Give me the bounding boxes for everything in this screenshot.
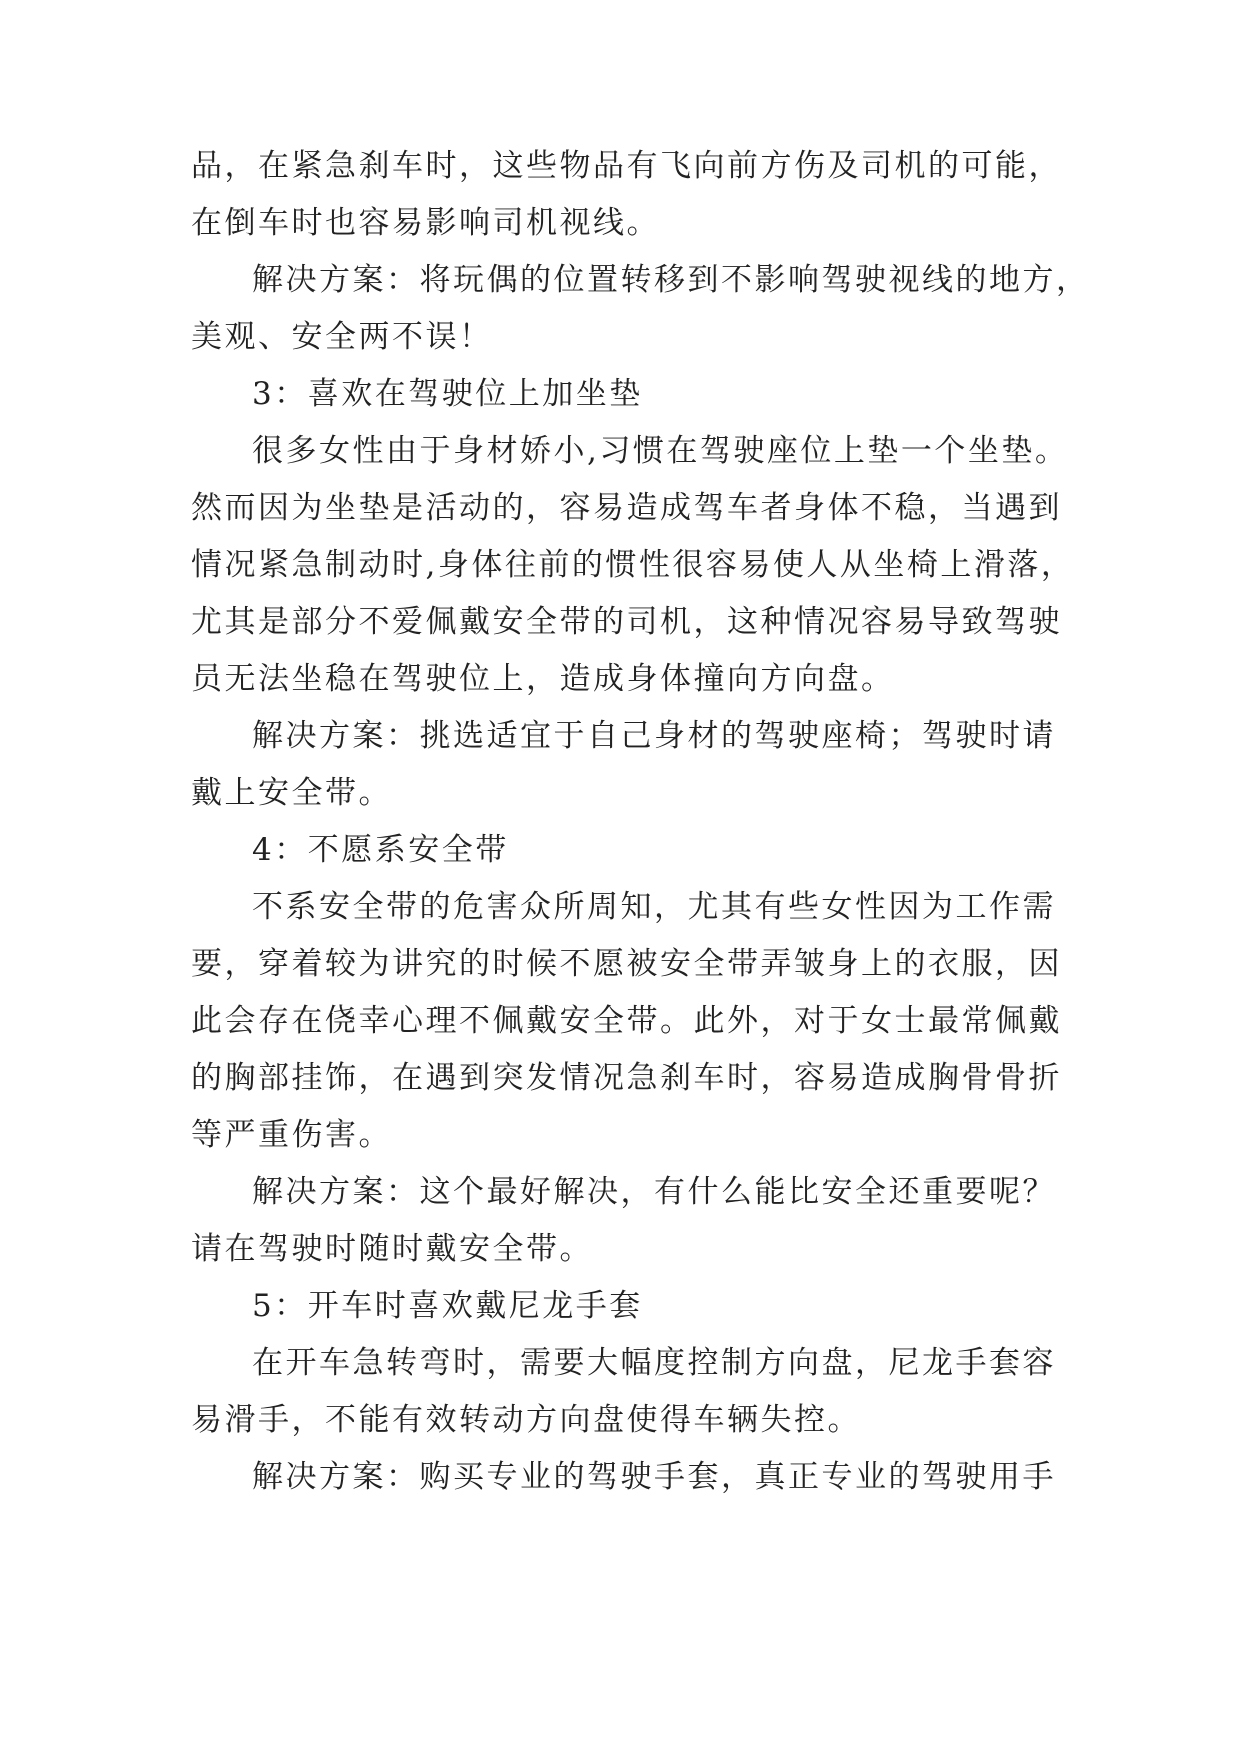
- body-text-line: 在倒车时也容易影响司机视线。: [191, 205, 660, 241]
- body-text-line: 易滑手，不能有效转动方向盘使得车辆失控。: [191, 1402, 861, 1438]
- paragraph-first-line: 不系安全带的危害众所周知，尤其有些女性因为工作需: [252, 889, 1056, 925]
- paragraph-first-line: 很多女性由于身材娇小,习惯在驾驶座位上垫一个坐垫。: [252, 433, 1069, 469]
- paragraph-first-line: 解决方案：购买专业的驾驶手套，真正专业的驾驶用手: [252, 1459, 1056, 1495]
- section-heading: 5：开车时喜欢戴尼龙手套: [252, 1288, 643, 1324]
- body-text-line: 此会存在侥幸心理不佩戴安全带。此外，对于女士最常佩戴: [191, 1003, 1062, 1039]
- body-text-line: 员无法坐稳在驾驶位上，造成身体撞向方向盘。: [191, 661, 895, 697]
- body-text-line: 然而因为坐垫是活动的，容易造成驾车者身体不稳，当遇到: [191, 490, 1062, 526]
- body-text-line: 尤其是部分不爱佩戴安全带的司机，这种情况容易导致驾驶: [191, 604, 1062, 640]
- section-heading: 4：不愿系安全带: [252, 832, 509, 868]
- body-text-line: 的胸部挂饰，在遇到突发情况急刹车时，容易造成胸骨骨折: [191, 1060, 1062, 1096]
- paragraph-first-line: 解决方案：将玩偶的位置转移到不影响驾驶视线的地方，: [252, 262, 1090, 298]
- body-text-line: 请在驾驶时随时戴安全带。: [191, 1231, 593, 1267]
- body-text-line: 要，穿着较为讲究的时候不愿被安全带弄皱身上的衣服，因: [191, 946, 1062, 982]
- paragraph-first-line: 解决方案：这个最好解决，有什么能比安全还重要呢？: [252, 1174, 1056, 1210]
- body-text-line: 美观、安全两不误！: [191, 319, 493, 355]
- paragraph-first-line: 解决方案：挑选适宜于自己身材的驾驶座椅；驾驶时请: [252, 718, 1056, 754]
- body-text-line: 戴上安全带。: [191, 775, 392, 811]
- section-heading: 3：喜欢在驾驶位上加坐垫: [252, 376, 643, 412]
- body-text-line: 等严重伤害。: [191, 1117, 392, 1153]
- body-text-line: 情况紧急制动时,身体往前的惯性很容易使人从坐椅上滑落，: [191, 547, 1075, 583]
- paragraph-first-line: 在开车急转弯时，需要大幅度控制方向盘，尼龙手套容: [252, 1345, 1056, 1381]
- body-text-line: 品，在紧急刹车时，这些物品有飞向前方伤及司机的可能，: [191, 148, 1062, 184]
